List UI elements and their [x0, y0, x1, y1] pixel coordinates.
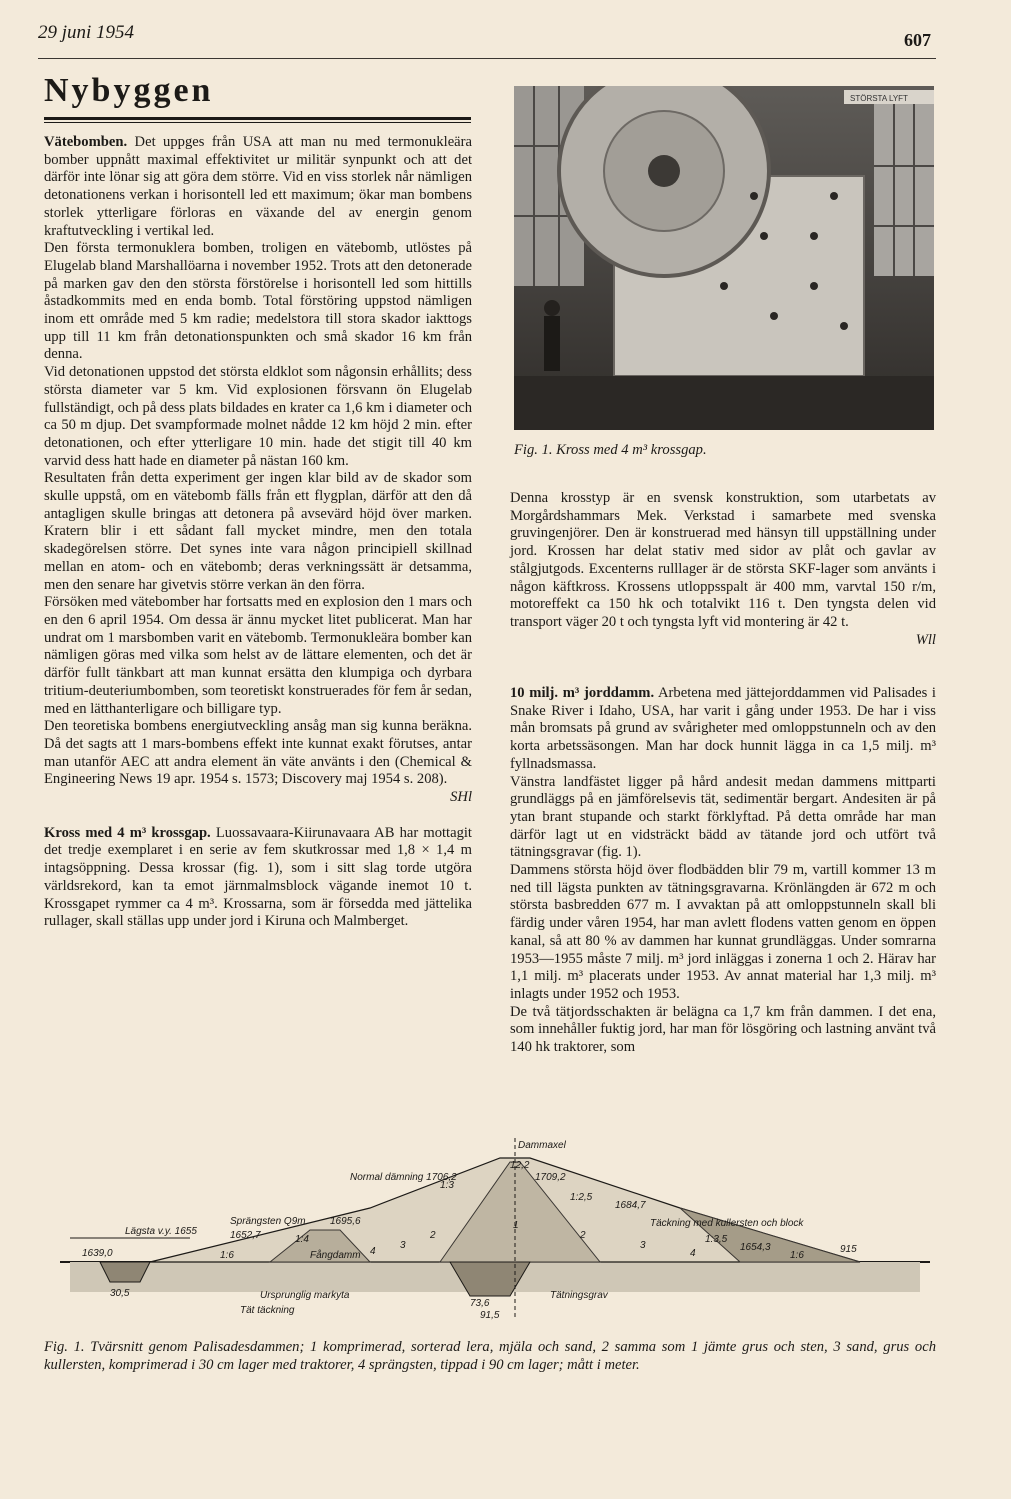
article-paragraph: Dammens största höjd över flodbädden blir 79 m, vartill kommer 13 m ned till lägsta punkten av tätningsgravarna. Krönlängden är 672 m och största basbredden 677 m. I avvaktan på att omloppstunneln skall bli färdig under våren 1954, har man avlett flodens vatten genom en öppen kanal, så att 80 % av dammen har kunnat grundläggas. Under somrarna 1953—1955 måste 7 milj. m³ jord inläggas i zonerna 1 och 2. Härav har 1,1 milj. m³ placerats under 1953. Av annat material har 1,3 milj. m³ inlagts under 1952 och 1953.	[510, 862, 936, 1002]
title-rule-thin	[44, 122, 471, 123]
label-zone: 2	[430, 1230, 436, 1241]
label-zone: 3	[400, 1240, 406, 1251]
crusher-photo-illustration	[514, 86, 934, 430]
label-lagsta-vy: Lägsta v.y. 1655	[125, 1226, 197, 1237]
label-tatningsgrav: Tätningsgrav	[550, 1290, 608, 1301]
article-text: Det uppges från USA att man nu med termonukleära bomber uppnått maximal effektivitet ur militär synpunkt och att det därför inte lönar sig att göra dem större. Vid en viss storlek når nämligen detonationens verkan i horisontell led ett maximum; ökar man bombens storlek ytterligare förloras en växande del av energin genom kraftutveckling i vertikal led.	[44, 134, 472, 239]
label-elevation: 1654,3	[740, 1242, 771, 1253]
dam-diagram-svg	[40, 1138, 940, 1338]
label-zone: 3	[640, 1240, 646, 1251]
crusher-photo	[514, 86, 934, 430]
label-zone: 2	[580, 1230, 586, 1241]
section-title: Nybyggen	[44, 72, 214, 109]
label-slope: 1:6	[790, 1250, 804, 1261]
label-elevation: 1652,7	[230, 1230, 261, 1241]
worker-figure	[544, 316, 560, 371]
label-elevation: 1695,6	[330, 1216, 361, 1227]
label-slope: 1:3,5	[705, 1234, 728, 1245]
window-right	[874, 96, 934, 276]
article-paragraph: Försöken med vätebomber har fortsatts med en explosion den 1 mars och en den 6 april 1954. Om dessa är ännu mycket litet publicerat. Man har undrat om 1 marsbomben varit en vätebomb. Termonukleära bomber kan nämligen göras med vilka som helst av de lättare elementen, och det är därför fullt tänkbart att man kunnat ersätta den klumpiga och dyrbara tritium-deuteriumbomben, som teoretiskt konstruerades för fem år sedan, med en lätthanterligare och billigare typ.	[44, 594, 472, 717]
label-normal-damning: Normal dämning 1706,2	[350, 1172, 457, 1183]
left-column	[44, 134, 472, 931]
header-rule	[38, 58, 936, 59]
article-paragraph: Den teoretiska bombens energiutveckling ansåg man sig kunna beräkna. Då det sagts att 1 mars-bombens effekt inte kunnat exakt förutses, antar man utanför AEC att andra element än väte använts i den (Chemical & Engineering News 19 apr. 1954 s. 1573; Discovery maj 1954 s. 208).	[44, 718, 472, 788]
label-zone: 4	[690, 1248, 696, 1259]
label-ursprunglig: Ursprunglig markyta	[260, 1290, 350, 1301]
label-crest-width: 12,2	[510, 1160, 530, 1171]
label-fangdamm: Fångdamm	[310, 1250, 361, 1261]
label-slope: 1:6	[220, 1250, 234, 1261]
article-paragraph: Den första termonuklera bomben, troligen en vätebomb, utlöstes på Elugelab bland Marshallöarna i november 1952. Trots att den detonerade på marken gav den den största förstörelse i horisontell led som hittills åstadkommits med en enda bomb. Total förstöring uppstod nämligen inom ett område med 5 km radie; medelstora till stora skador iakttogs upp till 11 km från detonationspunkten och små skador 16 km från denna.	[44, 240, 472, 363]
article-paragraph	[44, 134, 472, 240]
label-elevation: 1639,0	[82, 1248, 113, 1259]
label-elevation: 1684,7	[615, 1200, 646, 1211]
article-text: Luossavaara-Kiirunavaara AB har mottagit det tredje exemplaret i en serie av fem skutkrossar med 1,8 × 1,4 m intagsöppning. Dessa krossar (fig. 1), som i sitt slag torde utgöra världsrekord, kan ta emot järnmalmsblock vägande inemot 10 t. Krossgapet rymmer ca 4 m³. Krossarna, som är försedda med jättelika rullager, skall ställas upp under jord i Kiruna och Malmberget.	[44, 824, 472, 930]
label-dimension: 915	[840, 1244, 857, 1255]
label-tat-tackning: Tät täckning	[240, 1305, 295, 1316]
label-slope: 1:2,5	[570, 1192, 593, 1203]
article-paragraph: Vänstra landfästet ligger på hård andesit medan dammens mittparti grundläggs på en jämförelsevis tät, sedimentär bergart. Andesiten är på ytan brant stupande och starkt förklyftad. På detta område har man därför lagt ut en vidsträckt bädd av tätande jord och utfört två tätningsgravar (fig. 1).	[510, 773, 936, 861]
label-zone: 4	[370, 1246, 376, 1257]
photo-caption: Fig. 1. Kross med 4 m³ krossgap.	[514, 442, 707, 458]
label-slope: 1:4	[295, 1234, 309, 1245]
label-crest-elev: 1709,2	[535, 1172, 566, 1183]
label-dimension: 91,5	[480, 1310, 500, 1321]
diagram-caption: Fig. 1. Tvärsnitt genom Palisadesdammen; 1 komprimerad, sorterad lera, mjäla och sand, 2 samma som 1 jämte grus och sten, 3 sand, grus och kullersten, komprimerad i 30 cm lager med traktorer, 4 sprängsten, tippad i 90 cm lager; mått i meter.	[44, 1339, 936, 1373]
sign-text: STÖRSTA LYFT	[850, 94, 908, 103]
dam-cross-section	[40, 1138, 940, 1348]
article-heading-kross: Kross med 4 m³ krossgap.	[44, 824, 211, 841]
article-signature: Wll	[915, 631, 936, 648]
floor	[514, 376, 934, 430]
article-heading-jorddamm: 10 milj. m³ jorddamm.	[510, 685, 655, 701]
label-dimension: 73,6	[470, 1298, 490, 1309]
article-paragraph: Vid detonationen uppstod det största eldklot som någonsin erhållits; dess största diameter var 5 km. Vid explosionen försvann ön Elugelab fullständigt, och på dess plats bildades en krater ca 1,6 km i diameter och ca 50 m djup. Det svampformade molnet nådde 12 km höjd 2 min. efter detonationen, och efter ytterligare 10 min. hade det stigit till 40 km varvid dess hatt hade en diameter på nästan 160 km.	[44, 364, 472, 469]
page-number: 607	[904, 30, 931, 50]
label-sprangsten: Sprängsten Q9m	[230, 1216, 306, 1227]
article-heading-vatebomben: Vätebomben.	[44, 134, 128, 150]
article-paragraph: Resultaten från detta experiment ger ingen klar bild av de skador som skulle uppstå, om en vätebomb fälls från ett flygplan, därför att den då antagligen skulle bringas att detonera på avsevärd höjd över marken. Kratern blir i ett sådant fall mycket mindre, men den totala skadegörelsen större. Det synes inte vara någon principiell skillnad mellan en atom- och en vätebomb; deras verkningssätt är detsamma, men den senare har givetvis större verkan än den förra.	[44, 470, 472, 593]
article-signature: SHl	[450, 789, 472, 806]
right-column-dam-article	[510, 685, 936, 1057]
label-slope: 1:3	[440, 1180, 454, 1191]
right-column-top	[510, 490, 936, 649]
label-zone: 1	[513, 1220, 519, 1231]
label-dimension: 30,5	[110, 1288, 130, 1299]
article-paragraph: De två tätjordsschakten är belägna ca 1,7 km från dammen. I det ena, som innehåller fuktig jord, har man för lösgöring och lastning använt två 140 hk traktorer, som	[510, 1003, 936, 1056]
title-rule-thick	[44, 117, 471, 120]
page-date: 29 juni 1954	[38, 22, 135, 43]
article-paragraph	[510, 685, 936, 774]
spacer	[44, 807, 472, 825]
article-paragraph	[44, 825, 472, 931]
article-text: Arbetena med jättejorddammen vid Palisades i Snake River i Idaho, USA, har varit i gång under 1953. De har i viss mån bromsats på grund av svårigheter med omloppstunneln och av den korta arbetssäsongen. Man har dock hunnit lägga in ca 1,5 milj. m³ fyllnadsmassa.	[510, 685, 936, 772]
label-dammaxel: Dammaxel	[518, 1140, 566, 1151]
article-paragraph: Denna krosstyp är en svensk konstruktion, som utarbetats av Morgårdshammars Mek. Verkstad i samarbete med svenska gruvingenjörer. Den är konstruerad med hänsyn till uppställning under jord. Krossen har delat stativ med sidor av plåt och gavlar av stålgjutgods. Excenterns rulllager är de största SKF-lager som använts i någon käftkross. Krossens utloppsspalt är 400 mm, varvtal 150 r/m, motoreffekt ca 150 hk och totalvikt 116 t. Den tyngsta delen vid transport väger 20 t och tyngsta lyft vid montering är 42 t.	[510, 490, 936, 630]
label-tackning: Täckning med kullersten och block	[650, 1218, 804, 1229]
